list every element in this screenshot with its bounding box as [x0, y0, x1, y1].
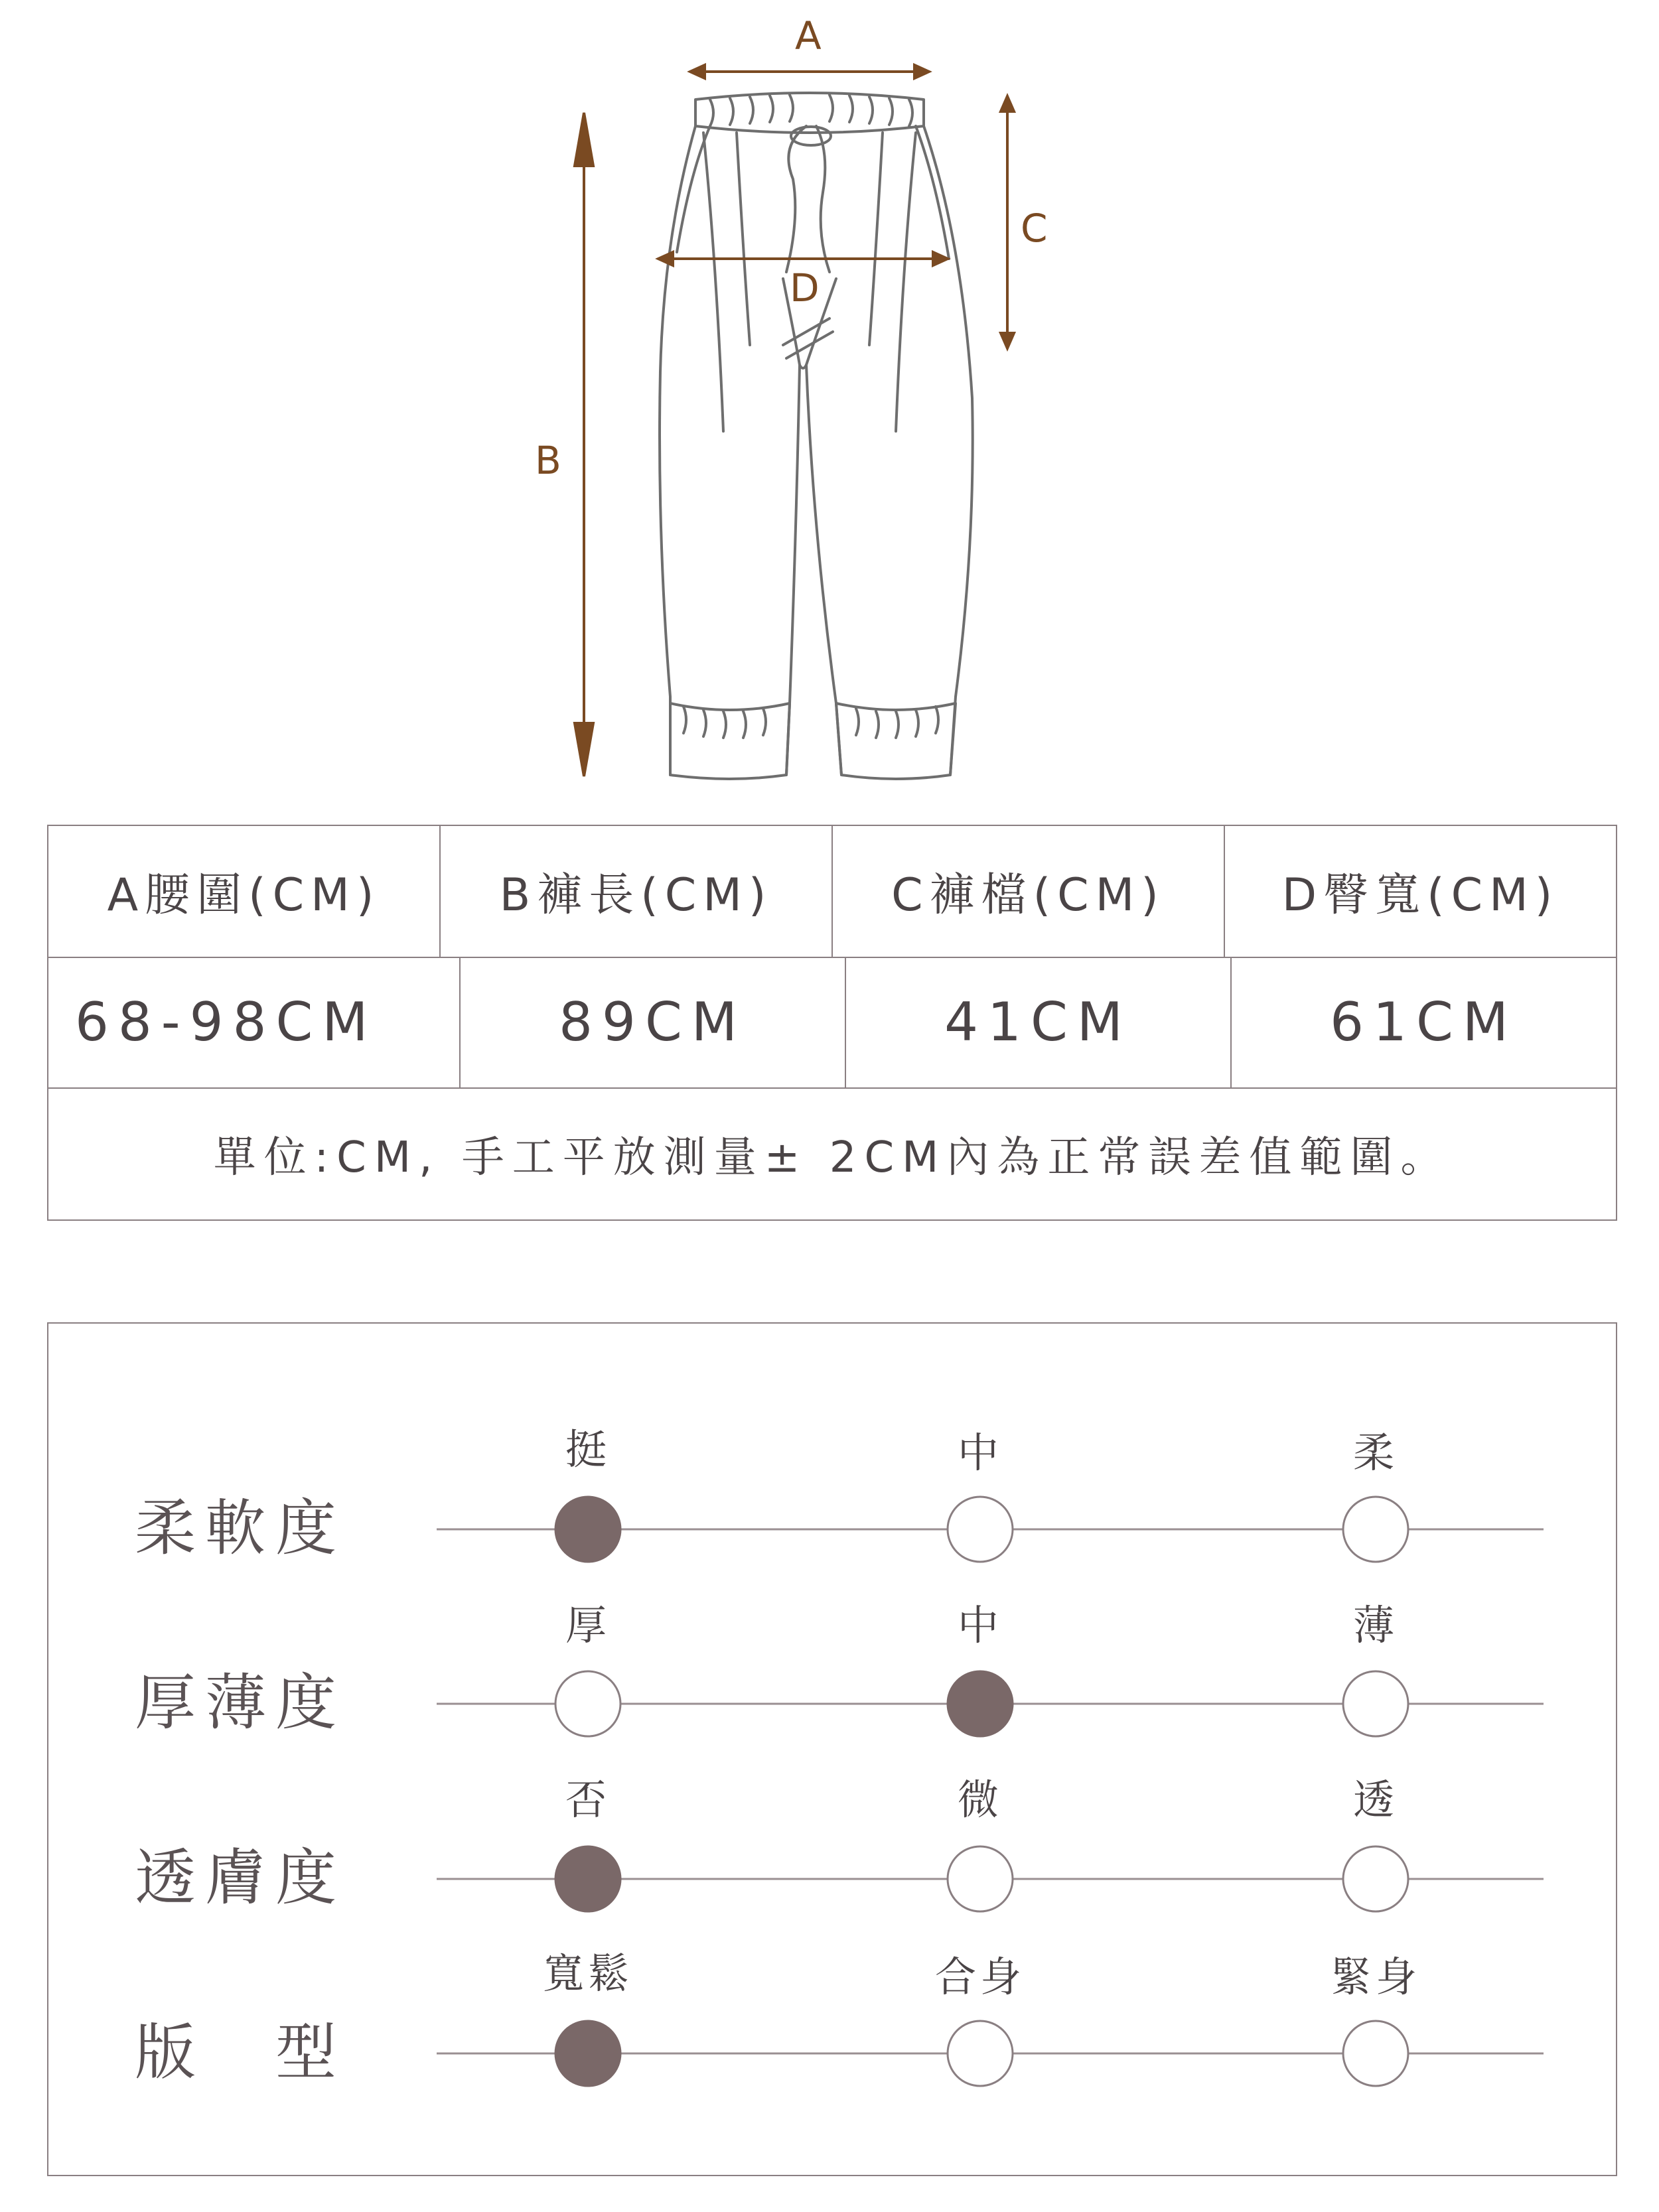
- size-table: [47, 825, 1617, 1221]
- dimension-a-label: A: [795, 13, 823, 58]
- header-waist: A腰圍(CM): [48, 826, 441, 957]
- option-label: 緊身: [1330, 1953, 1421, 2001]
- property-label-sheerness: 透膚度: [135, 1842, 346, 1913]
- size-table-note-row: [48, 1087, 1616, 1219]
- option-label: 合身: [934, 1953, 1026, 2001]
- scale-dot: [948, 1846, 1013, 1911]
- property-label-thickness: 厚薄度: [135, 1667, 346, 1738]
- size-table-header-row: [48, 826, 1616, 958]
- option-label: 厚: [565, 1601, 611, 1649]
- scale-dot: [1343, 1846, 1408, 1911]
- option-label: 中: [957, 1428, 1003, 1477]
- property-label-softness: 柔軟度: [135, 1493, 346, 1564]
- option-label: 挺: [565, 1425, 611, 1474]
- scale-dot: [555, 1671, 620, 1736]
- dimension-d-label: D: [790, 265, 821, 311]
- value-length: 89CM: [461, 957, 846, 1087]
- option-label: 寬鬆: [542, 1949, 634, 1998]
- scale-dot: [1343, 1671, 1408, 1736]
- header-length: B褲長(CM): [441, 826, 833, 957]
- value-hip: 61CM: [1330, 991, 1518, 1053]
- option-label: 薄: [1352, 1601, 1399, 1649]
- header-hip: D臀寬(CM): [1281, 869, 1559, 922]
- property-label-fit: 版 型: [135, 2017, 346, 2088]
- scale-dot: [1343, 2021, 1408, 2086]
- measurement-note: 單位:CM, 手工平放測量± 2CM內為正常誤差值範圍。: [213, 1133, 1451, 1182]
- fabric-properties-box: [47, 1322, 1617, 2176]
- scale-dot-selected: [555, 1846, 620, 1911]
- scale-dot-selected: [948, 1671, 1013, 1736]
- option-label: 否: [565, 1775, 611, 1824]
- scale-dot-selected: [555, 2021, 620, 2086]
- option-label: 柔: [1352, 1428, 1399, 1477]
- option-label: 中: [957, 1601, 1003, 1649]
- header-rise: C褲檔(CM): [833, 826, 1225, 957]
- scale-dot: [948, 2021, 1013, 2086]
- dimension-b-label: B: [535, 438, 563, 483]
- value-waist: 68-98CM: [48, 957, 461, 1087]
- pants-sketch: [0, 0, 1659, 796]
- value-rise: 41CM: [846, 957, 1232, 1087]
- scale-dot: [1343, 1497, 1408, 1562]
- size-table-value-row: [48, 957, 1616, 1089]
- dimension-c-label: C: [1021, 206, 1049, 251]
- option-label: 透: [1352, 1775, 1399, 1824]
- option-label: 微: [957, 1775, 1003, 1824]
- scale-dot-selected: [555, 1497, 620, 1562]
- scale-dot: [948, 1497, 1013, 1562]
- pants-diagram: [0, 0, 1659, 796]
